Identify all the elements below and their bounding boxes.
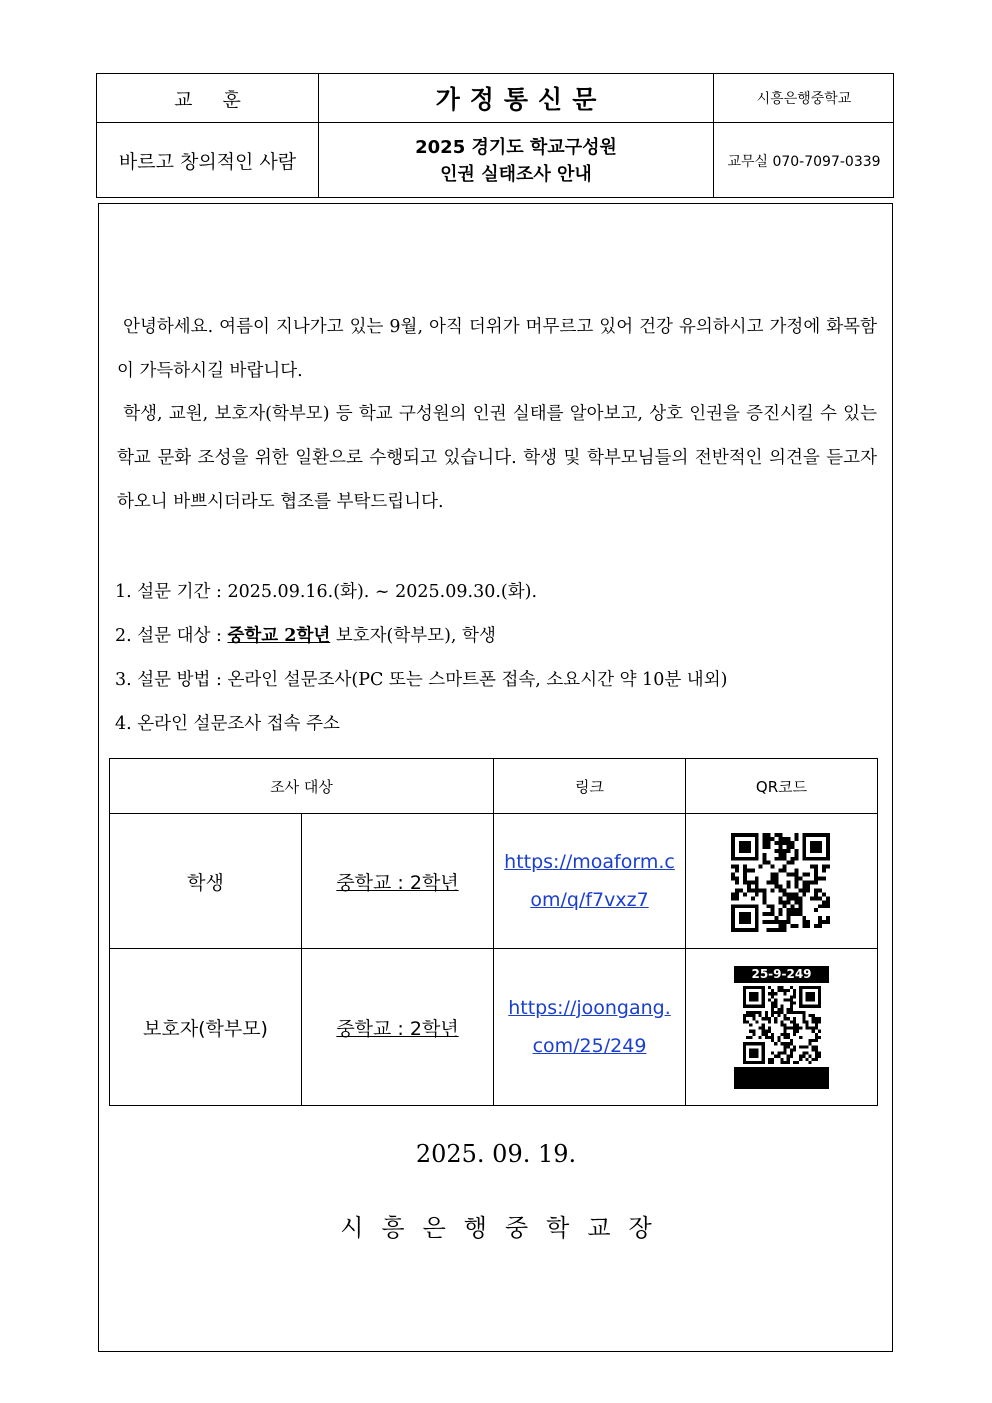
office-phone: 교무실 070-7097-0339 (727, 153, 881, 170)
qr-label: 25-9-249 (751, 967, 812, 981)
target-text: 중학교 : 2학년 (336, 1017, 459, 1040)
document-subject (319, 123, 713, 198)
survey-period: 1. 설문 기간 : 2025.09.16.(화). ~ 2025.09.30.(화). (115, 582, 538, 602)
survey-link-parent[interactable] (494, 949, 685, 1105)
header-table (96, 73, 894, 198)
motto-label: 교훈 (174, 88, 271, 111)
row-target-student (302, 814, 493, 948)
link-line-1[interactable]: https://joongang. (508, 997, 671, 1019)
greeting-paragraph (117, 305, 877, 393)
school-motto: 바르고 창의적인 사람 (118, 151, 297, 173)
survey-target (115, 622, 496, 647)
survey-address-heading: 4. 온라인 설문조사 접속 주소 (115, 714, 340, 734)
link-line-1[interactable]: https://moaform.c (504, 851, 675, 873)
purpose-text: 학생, 교원, 보호자(학부모) 등 학교 구성원의 인권 실태를 알아보고, 상호 인권을 증진시킬 수 있는 학교 문화 조성을 위한 일환으로 수행되고 있습니다. 학생 및 학부모님들의 전반적인 의견을 듣고자 하오니 바쁘시더라도 협조를 부탁드립니다. (117, 404, 877, 512)
row-target-parent (302, 949, 493, 1105)
header-link: 링크 (575, 777, 604, 796)
issue-date: 2025. 09. 19. (415, 1140, 577, 1168)
qr-code-student-icon (731, 833, 830, 932)
survey-link-student[interactable] (494, 814, 685, 948)
header-target: 조사 대상 (270, 777, 333, 796)
survey-target-emphasis: 중학교 2학년 (227, 626, 331, 646)
survey-target-suffix: 보호자(학부모), 학생 (330, 626, 496, 646)
principal-signature: 시흥은행중학교장 (340, 1214, 670, 1242)
greeting-text: 안녕하세요. 여름이 지나가고 있는 9월, 아직 더위가 머무르고 있어 건강 유의하시고 가정에 화목함이 가득하시길 바랍니다. (117, 317, 877, 381)
qr-code-parent-icon (734, 966, 829, 1089)
row-group-student: 학생 (187, 871, 224, 894)
link-line-2[interactable]: om/q/f7vxz7 (530, 889, 649, 911)
school-name: 시흥은행중학교 (756, 91, 852, 107)
link-line-2[interactable]: com/25/249 (532, 1035, 647, 1057)
document-title: 가정통신문 (435, 85, 607, 114)
survey-target-prefix: 2. 설문 대상 : (115, 626, 228, 646)
purpose-paragraph (117, 392, 877, 524)
target-text: 중학교 : 2학년 (336, 871, 459, 894)
row-group-parent: 보호자(학부모) (143, 1017, 268, 1040)
survey-method: 3. 설문 방법 : 온라인 설문조사(PC 또는 스마트폰 접속, 소요시간 약 10분 내외) (115, 670, 728, 690)
subject-line-1: 2025 경기도 학교구성원 (415, 136, 617, 158)
header-qr: QR코드 (755, 777, 808, 796)
subject-line-2: 인권 실태조사 안내 (440, 163, 592, 185)
